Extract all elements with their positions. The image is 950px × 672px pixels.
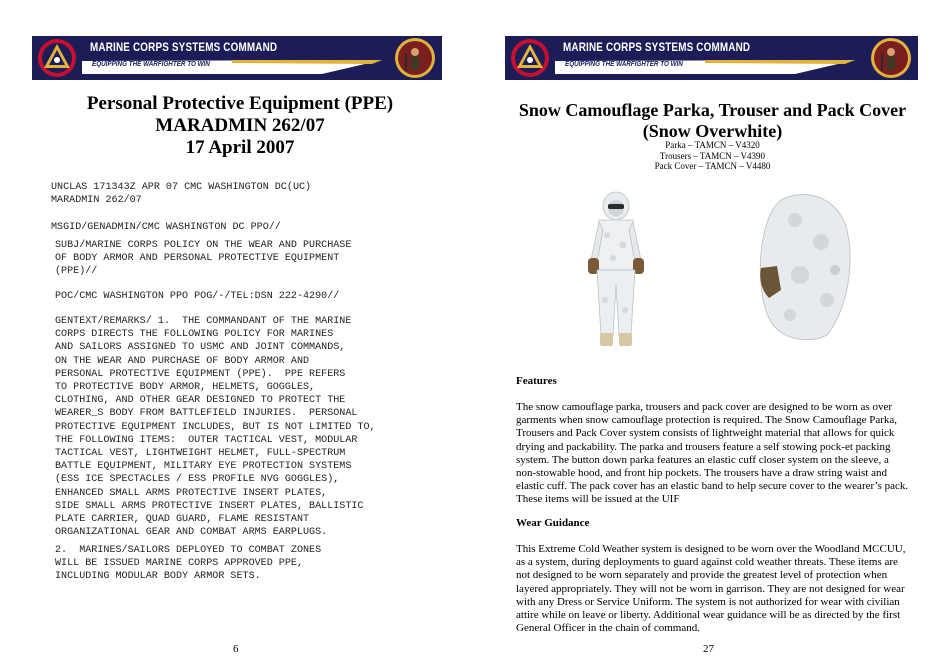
features-paragraph: The snow camouflage parka, trousers and pack cover are designed to be worn as over garments when snow camouflage protection is required. The Snow Camouflage Parka, Trousers and Pack Cover system consists of lightweight material that allows for quick drying and packability. The parka and trousers feature a self stowing pock-et packing system. The button down parka features an elastic cuff closer system on the sleeve, a non-stowable hood, and front hip pockets. The trousers have a draw string waist and elastic cuff. The pack cover has an elastic band to help secure cover to the wearer’s pack. These items will be issued at the UIF [516, 401, 909, 506]
gentext-line: CLOTHING, AND OTHER GEAR DESIGNED TO PROTECT THE [55, 394, 346, 407]
gentext-block [55, 315, 376, 539]
page-number: 6 [233, 643, 239, 655]
header-line: MARADMIN 262/07 [51, 194, 142, 207]
page-number: 27 [703, 643, 714, 655]
gentext-line: ORGANIZATIONAL GEAR AND COMBAT ARMS EARPLUGS. [55, 526, 328, 539]
tamcn-line: Parka – TAMCN – V4320 [665, 140, 760, 150]
snow-pack-cover-photo [755, 190, 855, 344]
subject-line: OF BODY ARMOR AND PERSONAL PROTECTIVE EQUIPMENT [55, 252, 340, 265]
tamcn-line: Trousers – TAMCN – V4390 [659, 150, 766, 161]
marine-medal-icon [870, 37, 912, 79]
mcsc-banner [32, 36, 442, 80]
tamcn-line: Pack Cover – TAMCN – V4480 [654, 161, 771, 171]
banner-subtitle: EQUIPPING THE WARFIGHTER TO WIN [92, 61, 210, 68]
gentext-line: PERSONAL PROTECTIVE EQUIPMENT (PPE). PPE REFERS [55, 367, 346, 380]
gentext-line: WEARER_S BODY FROM BATTLEFIELD INJURIES. PERSONAL [55, 407, 358, 420]
gentext-line: (ESS ICE SPECTACLES / ESS PROFILE NVG GOGGLES), [55, 473, 340, 486]
msgid-line: MSGID/GENADMIN/CMC WASHINGTON DC PPO// [51, 221, 281, 233]
ppe-title-line: MARADMIN 262/07 [155, 115, 325, 136]
poc-line: POC/CMC WASHINGTON PPO POG/-/TEL:DSN 222-4290// [55, 290, 340, 302]
mcsc-banner [505, 36, 918, 80]
gentext-line: BATTLE EQUIPMENT, MILITARY EYE PROTECTION SYSTEMS [55, 460, 352, 473]
paragraph-2-block [55, 544, 321, 584]
subject-block [55, 239, 351, 279]
gentext-line: AND SAILORS ASSIGNED TO USMC AND JOINT COMMANDS, [55, 341, 346, 354]
ppe-title-line: 17 April 2007 [185, 137, 295, 158]
wear-guidance-paragraph: This Extreme Cold Weather system is designed to be worn over the Woodland MCCUU, as a system, during deployments to guard against cold weather threats. These items are not designed to be worn separately and provide the greatest level of protection when layered appropriately. They will not be worn in garrison. They are not designed for wear with any Dress or Service Uniform. The system is not authorized for wear with civilian attire while on leave or liberty. Additional wear guidance will be as directed by the first General Officer in the chain of command. [516, 543, 906, 635]
mcsc-emblem-icon [507, 37, 553, 79]
tamcn-list [475, 140, 950, 172]
gentext-line: PROTECTIVE EQUIPMENT INCLUDES, BUT IS NOT LIMITED TO, [55, 420, 376, 433]
gentext-line: GENTEXT/REMARKS/ 1. THE COMMANDANT OF THE MARINE [55, 315, 352, 327]
snow-camo-title-line: (Snow Overwhite) [642, 121, 783, 141]
wear-guidance-heading: Wear Guidance [516, 517, 590, 529]
gentext-line: THE FOLLOWING ITEMS: OUTER TACTICAL VEST, MODULAR [55, 433, 358, 446]
banner-title: MARINE CORPS SYSTEMS COMMAND [563, 42, 751, 54]
gentext-line: ENHANCED SMALL ARMS PROTECTIVE INSERT PLATES, [55, 486, 328, 499]
snow-parka-trousers-photo [583, 190, 649, 350]
banner-title: MARINE CORPS SYSTEMS COMMAND [90, 42, 278, 54]
message-header [51, 181, 311, 207]
gentext-line: ON THE WEAR AND PURCHASE OF BODY ARMOR AND [55, 354, 310, 367]
paragraph-2-line: 2. MARINES/SAILORS DEPLOYED TO COMBAT ZONES [55, 544, 322, 556]
banner-subtitle: EQUIPPING THE WARFIGHTER TO WIN [565, 61, 683, 68]
subject-line: SUBJ/MARINE CORPS POLICY ON THE WEAR AND PURCHASE [55, 239, 352, 251]
gentext-line: PLATE CARRIER, QUAD GUARD, FLAME RESISTANT [55, 513, 310, 526]
gentext-line: SIDE SMALL ARMS PROTECTIVE INSERT PLATES, BALLISTIC [55, 499, 364, 512]
paragraph-2-line: INCLUDING MODULAR BODY ARMOR SETS. [55, 570, 261, 583]
marine-medal-icon [394, 37, 436, 79]
gentext-line: TO PROTECTIVE BODY ARMOR, HELMETS, GOGGLES, [55, 381, 316, 394]
header-line: UNCLAS 171343Z APR 07 CMC WASHINGTON DC(UC) [51, 181, 312, 193]
gentext-line: CORPS DIRECTS THE FOLLOWING POLICY FOR MARINES [55, 328, 334, 341]
mcsc-emblem-icon [34, 37, 80, 79]
gentext-line: TACTICAL VEST, LIGHTWEIGHT HELMET, FULL-SPECTRUM [55, 447, 346, 460]
subject-line: (PPE)// [55, 265, 98, 278]
snow-camo-title-line: Snow Camouflage Parka, Trouser and Pack Cover [518, 100, 907, 120]
snow-camo-title [475, 100, 950, 142]
ppe-title [40, 93, 440, 159]
paragraph-2-line: WILL BE ISSUED MARINE CORPS APPROVED PPE, [55, 557, 304, 570]
ppe-title-line: Personal Protective Equipment (PPE) [86, 93, 394, 114]
right-page [475, 0, 950, 672]
features-heading: Features [516, 375, 557, 387]
